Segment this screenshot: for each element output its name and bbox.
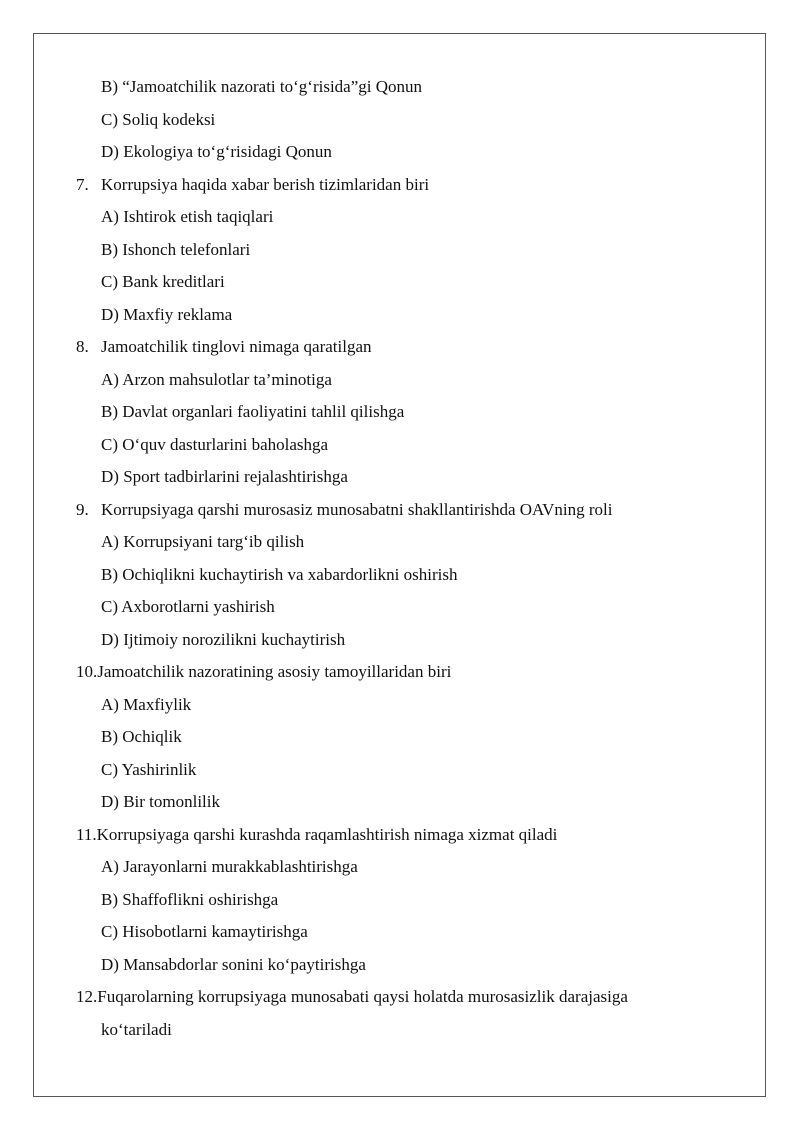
question-7 bbox=[0, 169, 800, 202]
answer-option: B) Davlat organlari faoliyatini tahlil qilishga bbox=[101, 402, 405, 421]
question-number: 9. bbox=[76, 499, 89, 519]
answer-option: B) “Jamoatchilik nazorati to‘g‘risida”gi Qonun bbox=[101, 77, 423, 96]
question-10 bbox=[0, 656, 800, 689]
answer-option: B) Shaffoflikni oshirishga bbox=[101, 889, 279, 909]
answer-option: C) Soliq kodeksi bbox=[101, 109, 216, 129]
question-number: 7. bbox=[76, 174, 89, 194]
question-12 bbox=[0, 981, 800, 1014]
question-number: 8. bbox=[76, 337, 89, 356]
answer-option: C) Yashirinlik bbox=[101, 759, 197, 779]
answer-option: B) Ochiqlikni kuchaytirish va xabardorlikni oshirish bbox=[101, 564, 458, 584]
question-text: Fuqarolarning korrupsiyaga munosabati qaysi holatda murosasizlik darajasiga bbox=[97, 987, 628, 1006]
answer-option: C) Hisobotlarni kamaytirishga bbox=[101, 922, 308, 941]
answer-option: D) Ijtimoiy norozilikni kuchaytirish bbox=[101, 629, 346, 649]
question-text: Korrupsiyaga qarshi kurashda raqamlashtirish nimaga xizmat qiladi bbox=[96, 824, 558, 844]
answer-option: A) Jarayonlarni murakkablashtirishga bbox=[101, 857, 358, 876]
question-text: Jamoatchilik nazoratining asosiy tamoyillaridan biri bbox=[97, 662, 452, 681]
answer-option: A) Korrupsiyani targ‘ib qilish bbox=[101, 532, 305, 551]
answer-option: D) Sport tadbirlarini rejalashtirishga bbox=[101, 467, 348, 486]
answer-option: D) Bir tomonlilik bbox=[101, 792, 220, 811]
answer-option: A) Maxfiylik bbox=[101, 694, 192, 714]
answer-option: D) Ekologiya to‘g‘risidagi Qonun bbox=[101, 142, 332, 161]
question-number: 10. bbox=[76, 662, 98, 681]
answer-option: C) Bank kreditlari bbox=[101, 272, 225, 291]
answer-option: B) Ochiqlik bbox=[101, 727, 182, 746]
answer-option: A) Arzon mahsulotlar ta’minotiga bbox=[101, 369, 332, 389]
question-number: 12. bbox=[76, 987, 98, 1006]
document-body bbox=[0, 71, 800, 1046]
answer-option: D) Maxfiy reklama bbox=[101, 304, 233, 324]
question-11 bbox=[0, 819, 800, 852]
answer-option: C) O‘quv dasturlarini baholashga bbox=[101, 434, 329, 454]
answer-option: D) Mansabdorlar sonini ko‘paytirishga bbox=[101, 954, 366, 974]
question-text: Korrupsiya haqida xabar berish tizimlaridan biri bbox=[101, 174, 430, 194]
question-text-continuation: ko‘tariladi bbox=[101, 1019, 172, 1039]
question-8 bbox=[0, 331, 800, 364]
question-9 bbox=[0, 494, 800, 527]
question-text: Korrupsiyaga qarshi murosasiz munosabatni shakllantirishda OAVning roli bbox=[101, 499, 613, 519]
answer-option: B) Ishonch telefonlari bbox=[101, 239, 251, 259]
answer-option: A) Ishtirok etish taqiqlari bbox=[101, 207, 274, 226]
answer-option: C) Axborotlarni yashirish bbox=[101, 597, 275, 616]
question-text: Jamoatchilik tinglovi nimaga qaratilgan bbox=[101, 337, 372, 356]
question-number: 11. bbox=[76, 824, 97, 844]
